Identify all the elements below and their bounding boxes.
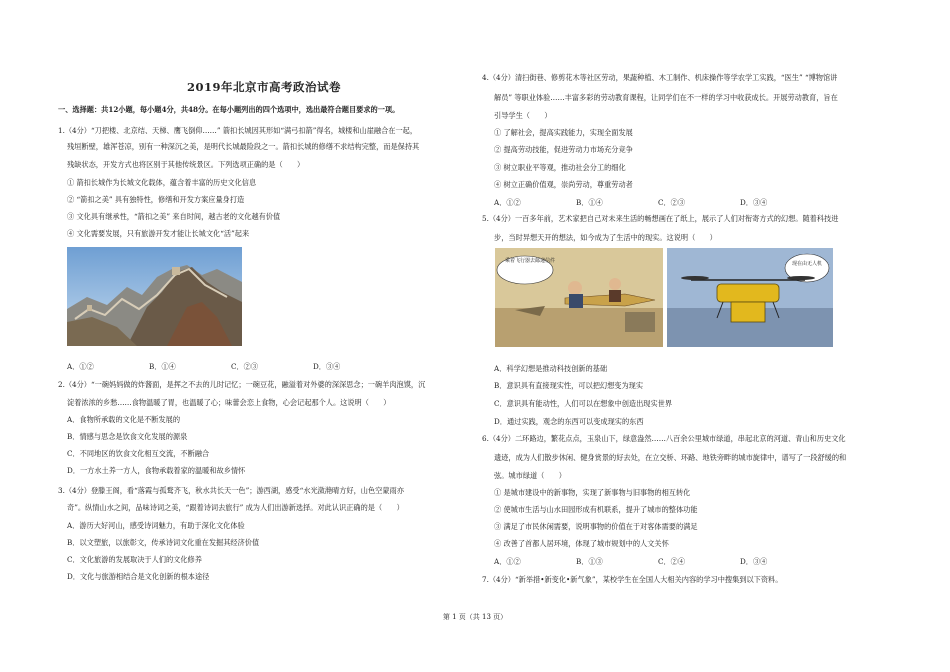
q4-item-1: ① 了解社会，提高实践能力，实现全面发展 (494, 128, 633, 137)
q3-option-c[interactable]: C．文化旅游的发展取决于人们的文化修养 (67, 555, 202, 564)
q4-line-2: 解员” 等职业体验……丰富多彩的劳动教育课程，让同学们在不一样的学习中收获成长。开展劳动教育，旨在 (494, 93, 838, 102)
q2-option-b[interactable]: B．情感与思念是饮食文化发展的源泉 (67, 432, 188, 441)
q4-option-b[interactable]: B．①④ (576, 198, 603, 207)
q1-option-b[interactable]: B．①④ (149, 362, 176, 371)
bubble-right-text: 现在由无人机 (792, 261, 823, 267)
q4-option-a[interactable]: A．①② (494, 198, 521, 207)
q3-option-d[interactable]: D．文化与旅游相结合是文化创新的根本途径 (67, 572, 210, 581)
q6-line-3: 弦。城市绿道（ ） (494, 471, 566, 480)
q4-option-d[interactable]: D．③④ (740, 198, 768, 207)
q4-item-4: ④ 树立正确价值观，崇尚劳动，尊重劳动者 (494, 180, 633, 189)
q1-item-3: ③ 文化具有继承性，“箭扣之美” 来自时间，越古老的文化越有价值 (67, 212, 281, 221)
page-title: 2019年北京市高考政治试卷 (186, 80, 341, 94)
q2-line-1: 2.（4分）“一碗妈妈做的炸酱面，是挥之不去的儿时记忆；一碗豆花，融溢着对外婆的深深思念；一碗羊肉泡馍，沉 (58, 380, 426, 389)
q4-item-3: ③ 树立职业平等观，推动社会分工的细化 (494, 163, 626, 172)
q6-item-3: ③ 满足了市民休闲需要，说明事物的价值在于对客体需要的满足 (494, 522, 698, 531)
q5-option-b[interactable]: B．意识具有直接现实性，可以把幻想变为现实 (494, 381, 644, 390)
q5-option-c[interactable]: C．意识具有能动性，人们可以在想象中创造出现实世界 (494, 399, 673, 408)
q4-option-c[interactable]: C．②③ (658, 198, 686, 207)
q4-options (494, 198, 822, 208)
q2-option-c[interactable]: C．不同地区的饮食文化相互交流，不断融合 (67, 449, 210, 458)
q1-line-2: 残垣断壁，雄浑苍凉，别有一种深沉之美，是明代长城最险段之一。箭扣长城的修缮不求结构完整，而是保持其 (67, 142, 420, 151)
q6-options (494, 557, 822, 567)
q5-line-1: 5.（4分）一百多年前，艺术家把自己对未来生活的畅想画在了纸上，展示了人们对衔寄方式的幻想。随着科技进 (482, 214, 839, 223)
q2-option-a[interactable]: A．食物所承载的文化是不断发展的 (67, 415, 181, 424)
page-footer: 第 1 页（共 13 页） (442, 613, 508, 621)
q3-option-b[interactable]: B．以文塑旅，以旅彰文，传承诗词文化重在发掘其经济价值 (67, 538, 260, 547)
q6-line-2: 遗迹，成为人们散步休闲、健身赏景的好去处，在立交桥、环路、地铁旁畔的城市旋律中，谱写了一段舒缓的和 (494, 453, 847, 462)
bubble-left-text: 乘着飞行器去邮递信件 (505, 258, 556, 264)
q7-line-1: 7.（4分）“新举措•新变化•新气象”，某校学生在全国人大相关内容的学习中搜集到以下资料。 (482, 575, 783, 584)
q4-line-1: 4.（4分）清扫街巷、修剪花木等社区劳动，果蔬种植、木工制作、机床操作等学农学工实践，“医生” “博物馆讲 (482, 73, 838, 82)
q2-option-d[interactable]: D．一方水土养一方人，食物承载着家的温暖和故乡情怀 (67, 466, 246, 475)
q6-option-b[interactable]: B．①③ (576, 557, 603, 566)
q4-item-2: ② 提高劳动技能，促进劳动力市场充分竞争 (494, 145, 633, 154)
q1-option-a[interactable]: A．①② (67, 362, 94, 371)
q1-option-d[interactable]: D．③④ (313, 362, 341, 371)
q1-item-2: ② “箭扣之美” 具有独特性，修缮和开发方案应量身打造 (67, 195, 245, 204)
q6-option-a[interactable]: A．①② (494, 557, 521, 566)
q6-option-c[interactable]: C．②④ (658, 557, 686, 566)
q3-option-a[interactable]: A．游历大好河山，感受诗词魅力，有助于深化文化体验 (67, 521, 245, 530)
q1-options (67, 362, 395, 372)
q3-line-2: 奇”。纵情山水之间，品味诗词之美，“跟着诗词去旅行” 成为人们出游新选择。对此认识正确的是（ ） (67, 503, 404, 512)
section-heading: 一、选择题：共12小题，每小题4分，共48分。在每小题列出的四个选项中，选出最符合题目要求的一项。 (58, 105, 400, 114)
q2-line-2: 淀着浓浓的乡愁……食物温暖了胃，也温暖了心；味蕾会恋上食物，心会记起那个人。这说明（ ） (67, 398, 391, 407)
q3-line-1: 3.（4分）登滕王阁，看“落霞与孤鹜齐飞，秋水共长天一色”；游西湖，感受“水光潋滟晴方好，山色空蒙雨亦 (58, 486, 404, 495)
q5-line-2: 步，当时异想天开的想法，如今成为了生活中的现实。这说明（ ） (494, 233, 717, 242)
q5-option-a[interactable]: A．科学幻想是推动科技创新的基础 (494, 364, 608, 373)
q6-item-4: ④ 改善了首都人居环境，体现了城市规划中的人文关怀 (494, 539, 669, 548)
q1-line-3: 残缺状态，开发方式也将区别于其他传统景区。下列选项正确的是（ ） (67, 160, 305, 169)
q6-item-1: ① 是城市建设中的新事物，实现了新事物与旧事物的相互转化 (494, 488, 691, 497)
q1-option-c[interactable]: C．②③ (231, 362, 259, 371)
q1-item-4: ④ 文化需要发展，只有旅游开发才能让长城文化“活”起来 (67, 229, 250, 238)
q6-item-2: ② 使城市生活与山水田园形成有机联系，提升了城市的整体功能 (494, 505, 698, 514)
q6-line-1: 6.（4分）二环路边，繁花点点，玉泉山下，绿意盎然……八百余公里城市绿道，串起北京的河道、青山和历史文化 (482, 434, 846, 443)
great-wall-photo (67, 247, 242, 346)
q1-item-1: ① 箭扣长城作为长城文化载体，蕴含着丰富的历史文化信息 (67, 178, 257, 187)
q5-option-d[interactable]: D．通过实践，观念的东西可以变成现实的东西 (494, 417, 644, 426)
q1-line-1: 1.（4分）“刀把楼、北京结、天梯、鹰飞倒仰……” 箭扣长城因其形如“满弓扣箭”得名，城楼和山崖融合在一起， (58, 126, 418, 135)
q4-line-3: 引导学生（ ） (494, 111, 552, 120)
q6-option-d[interactable]: D．③④ (740, 557, 768, 566)
